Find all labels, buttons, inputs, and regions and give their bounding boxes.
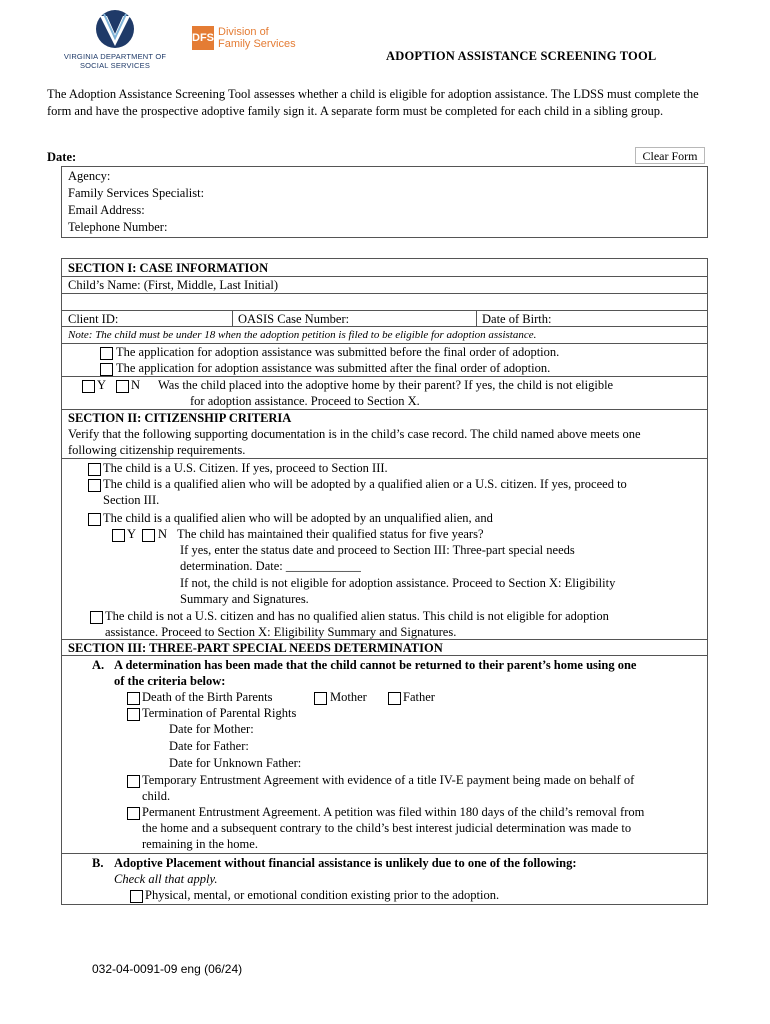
checkbox-us-citizen[interactable] [88,463,101,476]
section-2-title: SECTION II: CITIZENSHIP CRITERIA [68,411,292,425]
if-yes-text: If yes, enter the status date and proceed to Section III: Three-part special needs [180,543,575,557]
checkbox-death-birth-parents[interactable] [127,692,140,705]
citizenship-instructions: Verify that the following supporting documentation is in the child’s case record. The child named above meets one [68,427,641,441]
placed-yes-label: Y [97,378,107,392]
dfs-logo-mark: DFS [192,26,214,50]
if-not-text-cont: Summary and Signatures. [180,592,309,606]
section-3-title: SECTION III: THREE-PART SPECIAL NEEDS DETERMINATION [68,641,443,655]
opt-qualified-alien-cont: Section III. [103,493,160,507]
opt-qualified-alien: The child is a qualified alien who will be adopted by a qualified alien or a U.S. citizen. If yes, proceed to [103,477,627,491]
date-label: Date: [47,150,77,164]
citizenship-instructions-cont: following citizenship requirements. [68,443,246,457]
page-title: ADOPTION ASSISTANCE SCREENING TOOL [386,49,657,63]
opt-not-citizen: The child is not a U.S. citizen and has no qualified alien status. This child is not eligible for adoption [105,609,609,623]
checkbox-not-citizen[interactable] [90,611,103,624]
opt-permanent-entrustment-cont: the home and a subsequent contrary to the child’s best interest judicial determination was made to [142,821,632,835]
checkbox-permanent-entrustment[interactable] [127,807,140,820]
date-of-birth-field[interactable]: Date of Birth: [482,312,552,326]
checkbox-five-years-yes[interactable] [112,529,125,542]
opt-temporary-entrustment: Temporary Entrustment Agreement with evidence of a title IV-E payment being made on behalf of [142,773,635,787]
form-number-footer: 032-04-0091-09 eng (06/24) [92,962,243,976]
part-a-label: A. [92,658,105,672]
opt-unqualified-alien: The child is a qualified alien who will be adopted by an unqualified alien, and [103,511,493,525]
opt-death-birth-parents: Death of the Birth Parents [142,690,273,704]
virginia-dss-logo-mark [52,8,178,52]
checkbox-termination[interactable] [127,708,140,721]
intro-paragraph: The Adoption Assistance Screening Tool assesses whether a child is eligible for adoption assistance. The LDSS must complete the form and have the prospective adoptive family sign it. A separate form must be completed for each child in a sibling group. [47,87,699,118]
email-field[interactable]: Email Address: [68,203,145,217]
opt-permanent-entrustment: Permanent Entrustment Agreement. A petition was filed within 180 days of the child’s removal from [142,805,645,819]
child-name-field[interactable]: Child’s Name: (First, Middle, Last Initial) [68,278,279,292]
opt-not-citizen-cont: assistance. Proceed to Section X: Eligibility Summary and Signatures. [105,625,457,639]
checkbox-unqualified-alien[interactable] [88,513,101,526]
agency-field[interactable]: Agency: [68,169,111,183]
if-not-text: If not, the child is not eligible for adoption assistance. Proceed to Section X: Eligibility [180,576,616,590]
agency-info-box [61,166,708,238]
part-a-text: A determination has been made that the child cannot be returned to their parent’s home using one [114,658,637,672]
mother-label: Mother [330,690,367,704]
check-all-note: Check all that apply. [114,872,218,886]
clear-form-button[interactable]: Clear Form [635,147,705,164]
opt-submitted-before: The application for adoption assistance was submitted before the final order of adoption. [116,345,560,359]
telephone-field[interactable]: Telephone Number: [68,220,168,234]
five-years-question: The child has maintained their qualified status for five years? [177,527,484,541]
checkbox-qualified-alien[interactable] [88,479,101,492]
checkbox-temporary-entrustment[interactable] [127,775,140,788]
if-yes-date: determination. Date: ____________ [180,559,361,573]
dfs-logo [192,22,312,58]
date-for-unknown-father-field[interactable]: Date for Unknown Father: [169,756,302,770]
age-note: Note: The child must be under 18 when the adoption petition is filed to be eligible for adoption assistance. [68,329,537,341]
checkbox-father[interactable] [388,692,401,705]
checkbox-placed-no[interactable] [116,380,129,393]
vdss-logo-text: VIRGINIA DEPARTMENT OF SOCIAL SERVICES [63,52,167,70]
specialist-field[interactable]: Family Services Specialist: [68,186,205,200]
part-b-label: B. [92,856,104,870]
placed-no-label: N [131,378,141,392]
part-a-text-cont: of the criteria below: [114,674,226,688]
opt-physical-condition: Physical, mental, or emotional condition existing prior to the adoption. [145,888,500,902]
section-1-title: SECTION I: CASE INFORMATION [68,261,269,275]
checkbox-five-years-no[interactable] [142,529,155,542]
five-years-yes-label: Y [127,527,137,541]
vdss-logo [52,8,178,74]
placed-question: Was the child placed into the adoptive home by their parent? If yes, the child is not eligible [158,378,614,392]
checkbox-submitted-before[interactable] [100,347,113,360]
opt-temporary-entrustment-cont: child. [142,789,171,803]
father-label: Father [403,690,435,704]
five-years-no-label: N [158,527,168,541]
placed-question-cont: for adoption assistance. Proceed to Section X. [190,394,420,408]
checkbox-mother[interactable] [314,692,327,705]
part-b-text: Adoptive Placement without financial assistance is unlikely due to one of the following: [114,856,577,870]
dfs-logo-text: Division of Family Services [218,26,296,50]
date-for-mother-field[interactable]: Date for Mother: [169,722,254,736]
opt-submitted-after: The application for adoption assistance was submitted after the final order of adoption. [116,361,551,375]
opt-us-citizen: The child is a U.S. Citizen. If yes, proceed to Section III. [103,461,388,475]
checkbox-placed-yes[interactable] [82,380,95,393]
opt-termination: Termination of Parental Rights [142,706,297,720]
date-for-father-field[interactable]: Date for Father: [169,739,249,753]
checkbox-submitted-after[interactable] [100,363,113,376]
screening-form-table [61,258,708,905]
oasis-case-number-field[interactable]: OASIS Case Number: [238,312,350,326]
client-id-field[interactable]: Client ID: [68,312,119,326]
opt-permanent-entrustment-cont2: remaining in the home. [142,837,258,851]
checkbox-physical-condition[interactable] [130,890,143,903]
